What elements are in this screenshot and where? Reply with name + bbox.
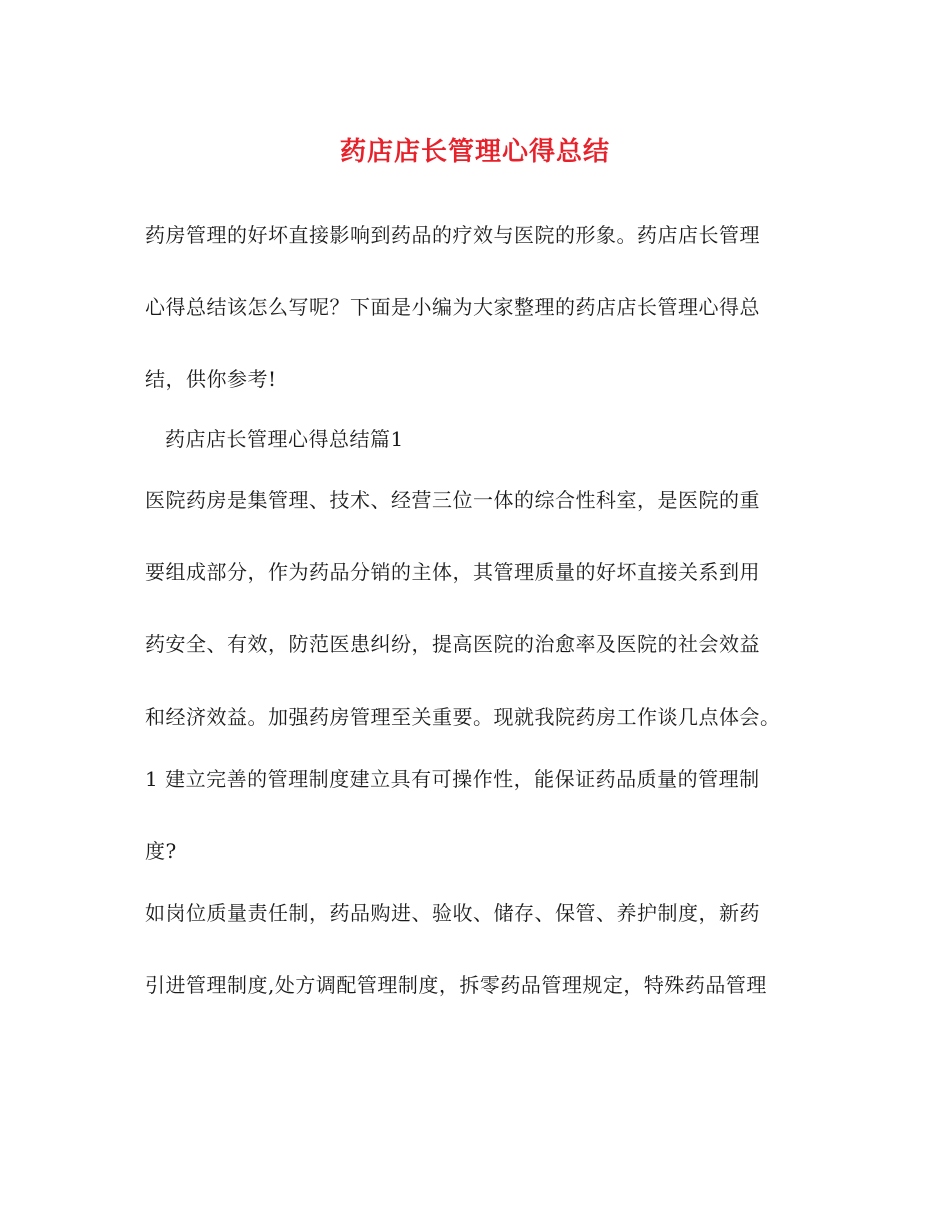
paragraph-line: 药安全、有效，防范医患纠纷，提高医院的治愈率及医院的社会效益 [145,632,760,656]
paragraph-line: 度? [145,839,177,863]
paragraph-line: 1 建立完善的管理制度建立具有可操作性，能保证药品质量的管理制 [145,767,760,791]
paragraph-line: 心得总结该怎么写呢？下面是小编为大家整理的药店店长管理心得总 [145,295,760,319]
paragraph-line: 药房管理的好坏直接影响到药品的疗效与医院的形象。药店店长管理 [145,223,760,247]
document-title: 药店店长管理心得总结 [339,137,610,167]
paragraph-line: 结，供你参考! [145,367,277,391]
paragraph-line: 引进管理制度,处方调配管理制度，拆零药品管理规定，特殊药品管理 [145,973,767,997]
section-heading: 药店店长管理心得总结篇1 [165,427,404,451]
paragraph-line: 如岗位质量责任制，药品购进、验收、储存、保管、养护制度，新药 [145,901,760,925]
paragraph-line: 医院药房是集管理、技术、经营三位一体的综合性科室，是医院的重 [145,488,760,512]
paragraph-line: 要组成部分，作为药品分销的主体，其管理质量的好坏直接关系到用 [145,560,760,584]
paragraph-line: 和经济效益。加强药房管理至关重要。现就我院药房工作谈几点体会。 [145,705,781,729]
